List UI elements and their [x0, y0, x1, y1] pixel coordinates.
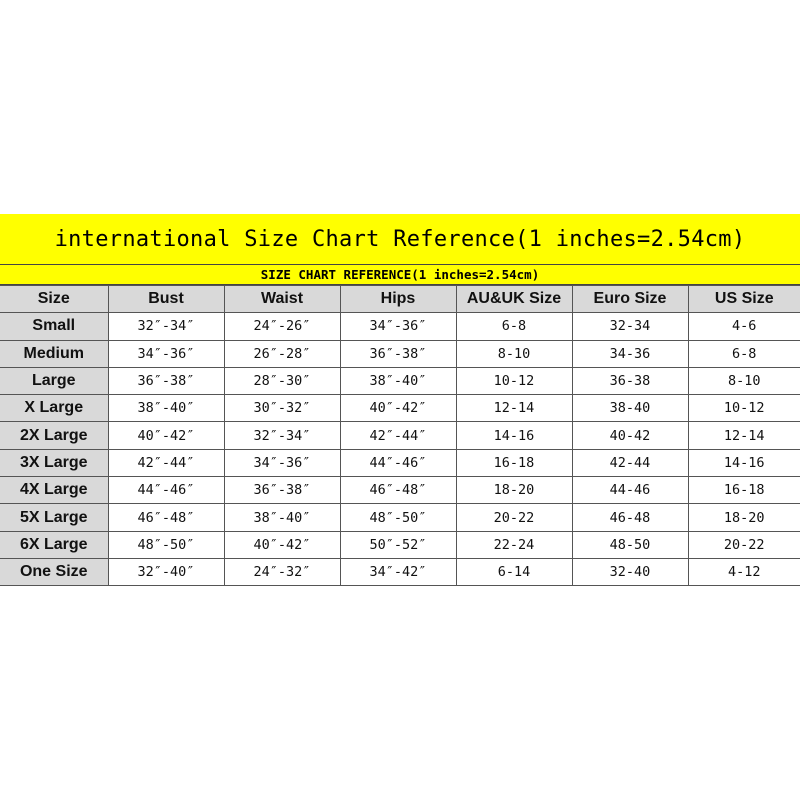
cell-hips: 38″-40″	[340, 367, 456, 394]
header-au-uk-size: AU&UK Size	[456, 286, 572, 313]
cell-waist: 26″-28″	[224, 340, 340, 367]
header-euro-size: Euro Size	[572, 286, 688, 313]
table-row	[0, 367, 800, 394]
cell-size: Medium	[0, 340, 108, 367]
cell-au-uk-size: 6-14	[456, 558, 572, 585]
cell-us-size: 20-22	[688, 531, 800, 558]
size-table	[0, 285, 800, 586]
cell-au-uk-size: 20-22	[456, 504, 572, 531]
chart-title: international Size Chart Reference(1 inches=2.54cm)	[0, 214, 800, 265]
cell-size: 3X Large	[0, 449, 108, 476]
size-chart	[0, 214, 800, 586]
cell-euro-size: 48-50	[572, 531, 688, 558]
header-us-size: US Size	[688, 286, 800, 313]
cell-waist: 36″-38″	[224, 477, 340, 504]
cell-euro-size: 36-38	[572, 367, 688, 394]
cell-euro-size: 32-40	[572, 558, 688, 585]
table-row	[0, 558, 800, 585]
cell-hips: 40″-42″	[340, 395, 456, 422]
cell-euro-size: 42-44	[572, 449, 688, 476]
table-row	[0, 531, 800, 558]
cell-euro-size: 46-48	[572, 504, 688, 531]
table-row	[0, 395, 800, 422]
cell-us-size: 14-16	[688, 449, 800, 476]
cell-size: X Large	[0, 395, 108, 422]
table-row	[0, 313, 800, 340]
cell-waist: 24″-26″	[224, 313, 340, 340]
cell-waist: 32″-34″	[224, 422, 340, 449]
cell-bust: 32″-34″	[108, 313, 224, 340]
cell-hips: 34″-42″	[340, 558, 456, 585]
cell-hips: 44″-46″	[340, 449, 456, 476]
header-bust: Bust	[108, 286, 224, 313]
cell-hips: 48″-50″	[340, 504, 456, 531]
cell-bust: 48″-50″	[108, 531, 224, 558]
cell-au-uk-size: 14-16	[456, 422, 572, 449]
cell-waist: 34″-36″	[224, 449, 340, 476]
cell-waist: 38″-40″	[224, 504, 340, 531]
cell-size: 4X Large	[0, 477, 108, 504]
cell-us-size: 4-6	[688, 313, 800, 340]
cell-us-size: 10-12	[688, 395, 800, 422]
chart-subtitle: SIZE CHART REFERENCE(1 inches=2.54cm)	[0, 265, 800, 285]
cell-bust: 36″-38″	[108, 367, 224, 394]
cell-au-uk-size: 8-10	[456, 340, 572, 367]
cell-size: Small	[0, 313, 108, 340]
header-size: Size	[0, 286, 108, 313]
cell-hips: 46″-48″	[340, 477, 456, 504]
cell-hips: 50″-52″	[340, 531, 456, 558]
header-row	[0, 286, 800, 313]
cell-us-size: 18-20	[688, 504, 800, 531]
cell-size: 2X Large	[0, 422, 108, 449]
cell-size: One Size	[0, 558, 108, 585]
table-row	[0, 422, 800, 449]
cell-waist: 40″-42″	[224, 531, 340, 558]
cell-size: 6X Large	[0, 531, 108, 558]
cell-us-size: 12-14	[688, 422, 800, 449]
table-row	[0, 477, 800, 504]
cell-euro-size: 38-40	[572, 395, 688, 422]
cell-euro-size: 34-36	[572, 340, 688, 367]
cell-au-uk-size: 18-20	[456, 477, 572, 504]
table-body	[0, 313, 800, 586]
cell-size: 5X Large	[0, 504, 108, 531]
cell-us-size: 8-10	[688, 367, 800, 394]
cell-au-uk-size: 22-24	[456, 531, 572, 558]
cell-hips: 42″-44″	[340, 422, 456, 449]
cell-bust: 34″-36″	[108, 340, 224, 367]
cell-au-uk-size: 16-18	[456, 449, 572, 476]
cell-euro-size: 32-34	[572, 313, 688, 340]
cell-hips: 34″-36″	[340, 313, 456, 340]
header-waist: Waist	[224, 286, 340, 313]
table-row	[0, 449, 800, 476]
table-row	[0, 340, 800, 367]
cell-us-size: 6-8	[688, 340, 800, 367]
cell-euro-size: 44-46	[572, 477, 688, 504]
cell-waist: 28″-30″	[224, 367, 340, 394]
cell-size: Large	[0, 367, 108, 394]
cell-au-uk-size: 12-14	[456, 395, 572, 422]
cell-us-size: 4-12	[688, 558, 800, 585]
cell-bust: 46″-48″	[108, 504, 224, 531]
cell-us-size: 16-18	[688, 477, 800, 504]
cell-waist: 30″-32″	[224, 395, 340, 422]
cell-euro-size: 40-42	[572, 422, 688, 449]
cell-waist: 24″-32″	[224, 558, 340, 585]
cell-au-uk-size: 10-12	[456, 367, 572, 394]
cell-bust: 44″-46″	[108, 477, 224, 504]
table-row	[0, 504, 800, 531]
cell-bust: 38″-40″	[108, 395, 224, 422]
header-hips: Hips	[340, 286, 456, 313]
cell-hips: 36″-38″	[340, 340, 456, 367]
cell-bust: 42″-44″	[108, 449, 224, 476]
cell-au-uk-size: 6-8	[456, 313, 572, 340]
cell-bust: 32″-40″	[108, 558, 224, 585]
cell-bust: 40″-42″	[108, 422, 224, 449]
